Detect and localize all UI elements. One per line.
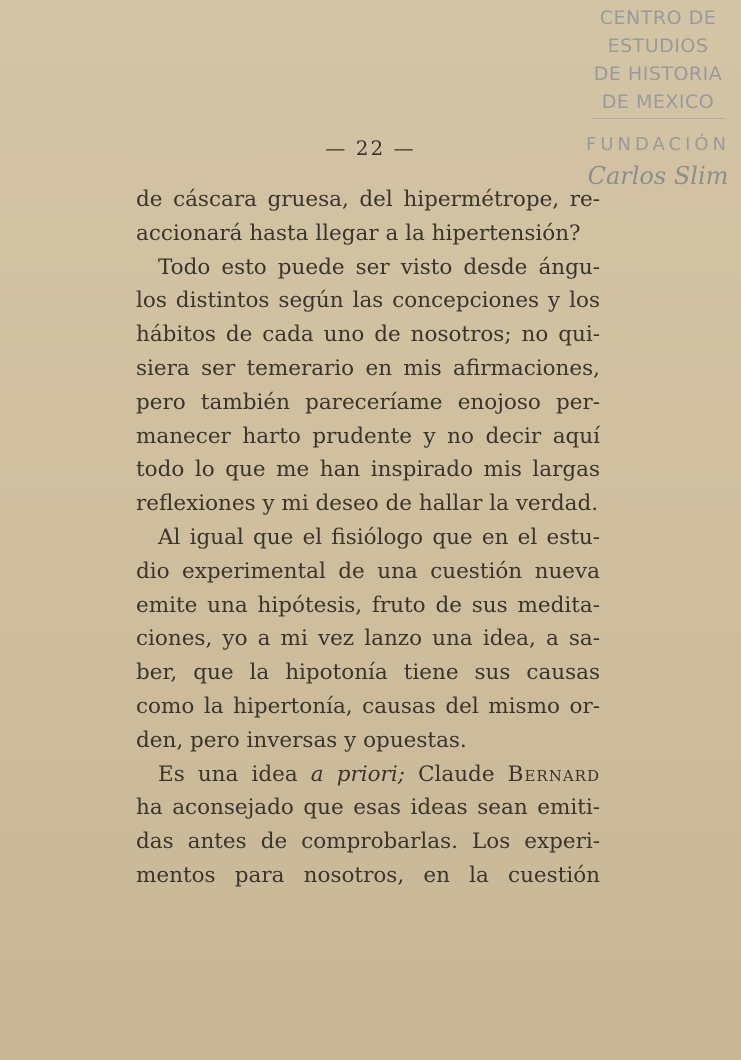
text-line: como la hipertonía, causas del mismo or-: [136, 693, 600, 719]
text-line: siera ser temerario en mis afirmaciones,: [136, 355, 600, 381]
text-line: de cáscara gruesa, del hipermétrope, re-: [136, 187, 600, 212]
text-line: ha aconsejado que esas ideas sean emiti-: [136, 795, 600, 821]
text-line: pero también pareceríame enojoso per-: [136, 389, 600, 415]
watermark-signature: Carlos Slim: [587, 162, 729, 190]
text-line: hábitos de cada uno de nosotros; no qui-: [136, 322, 600, 348]
text-run: Claude: [404, 761, 508, 787]
watermark-line: ESTUDIOS: [607, 35, 709, 57]
text-run: Es una idea: [158, 761, 311, 787]
text-line: ciones, yo a mi vez lanzo una idea, a sa-: [136, 626, 600, 652]
text-line-mixed: [136, 758, 600, 792]
text-line: Al igual que el fisiólogo que en el estu-: [158, 524, 600, 550]
watermark-divider: [591, 118, 725, 119]
text-line: dio experimental de una cuestión nueva: [136, 558, 600, 584]
body-paragraphs: [136, 183, 600, 893]
text-line: los distintos según las concepciones y los: [136, 288, 600, 314]
text-line: reflexiones y mi deseo de hallar la verdad.: [136, 491, 599, 517]
text-line: ber, que la hipotonía tiene sus causas: [136, 660, 600, 686]
text-line: manecer harto prudente y no decir aquí: [136, 423, 600, 449]
text-line: das antes de comprobarlas. Los experi-: [136, 829, 600, 855]
page-number: — 22 —: [325, 136, 416, 160]
archive-watermark: [583, 4, 733, 193]
text-line: mentos para nosotros, en la cuestión: [136, 862, 600, 888]
text-line: accionará hasta llegar a la hipertensión?: [136, 220, 581, 246]
text-line: Todo esto puede ser visto desde ángu-: [158, 254, 600, 280]
watermark-line: DE MEXICO: [601, 91, 715, 113]
text-line: emite una hipótesis, fruto de sus medita-: [136, 592, 600, 618]
text-line: den, pero inversas y opuestas.: [136, 727, 467, 753]
author-name: Bernard: [507, 761, 600, 787]
watermark-line: CENTRO DE: [599, 7, 717, 29]
text-line: todo lo que me han inspirado mis largas: [136, 457, 600, 483]
watermark-line: DE HISTORIA: [593, 63, 723, 85]
italic-phrase: a priori;: [310, 761, 405, 787]
watermark-foundation: FUNDACIÓN: [585, 134, 731, 155]
